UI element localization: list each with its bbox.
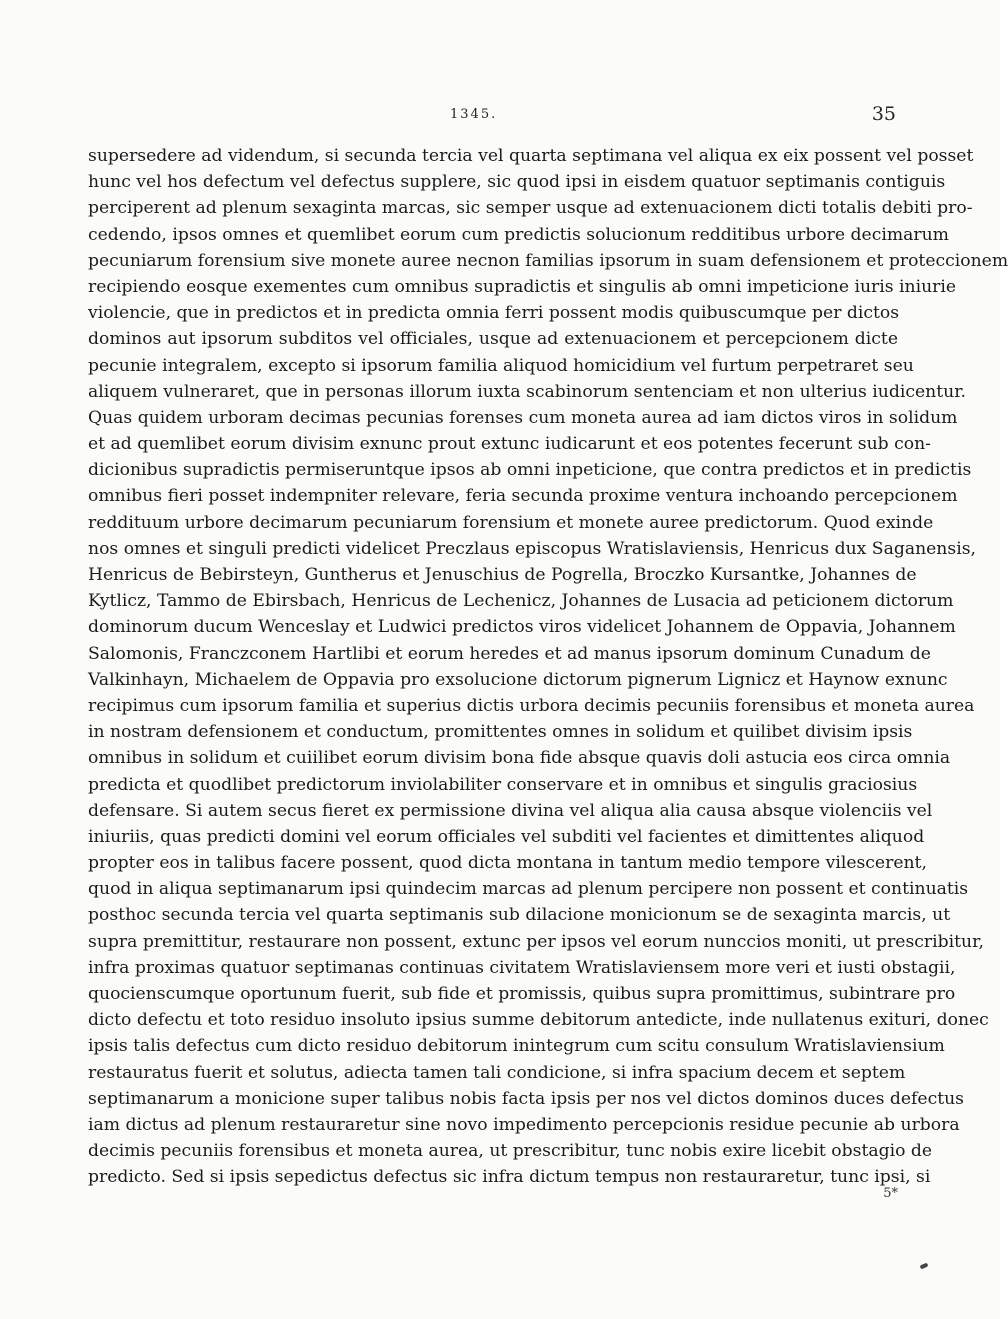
text-line: et ad quemlibet eorum divisim exnunc prout extunc iudicarunt et eos potentes fecerunt sub con- [88,434,931,455]
text-line: iam dictus ad plenum restauraretur sine novo impedimento percepcionis residue pecunie ab urbora [88,1114,960,1135]
text-line: reddituum urbore decimarum pecuniarum forensium et monete auree predictorum. Quod exinde [88,512,934,533]
text-line: pecunie integralem, excepto si ipsorum familia aliquod homicidium vel furtum perpetraret seu [88,355,914,376]
text-line: dominorum ducum Wenceslay et Ludwici predictos viros videlicet Johannem de Oppavia, Johannem [88,617,956,638]
text-line: cedendo, ipsos omnes et quemlibet eorum cum predictis solucionum redditibus urbore decimarum [88,224,949,245]
signature-mark: 5* [883,1186,898,1201]
text-line: septimanarum a monicione super talibus nobis facta ipsis per nos vel dictos dominos duces defectus [88,1088,964,1109]
text-line: restauratus fuerit et solutus, adiecta tamen tali condicione, si infra spacium decem et septem [88,1062,906,1083]
text-line: decimis pecuniis forensibus et moneta aurea, ut prescribitur, tunc nobis exire licebit obstagio de [88,1141,933,1162]
page-number: 35 [871,103,896,125]
text-line: Henricus de Bebirsteyn, Guntherus et Jenuschius de Pogrella, Broczko Kursantke, Johannes de [88,565,917,585]
text-line: quocienscumque oportunum fuerit, sub fide et promissis, quibus supra promittimus, subintrare pro [88,984,956,1004]
text-line: violencie, que in predictos et in predicta omnia ferri possent modis quibuscumque per dictos [88,303,900,324]
text-line: Valkinhayn, Michaelem de Oppavia pro exsolucione dictorum pignerum Lignicz et Haynow exnunc [88,669,948,690]
text-line: propter eos in talibus facere possent, quod dicta montana in tantum medio tempore vilescerent, [88,853,927,874]
text-line: in nostram defensionem et conductum, promittentes omnes in solidum et quilibet divisim ipsis [88,722,913,743]
text-line: omnibus fieri posset indempniter relevare, feria secunda proxime ventura inchoando percepcionem [88,486,958,507]
text-line: pecuniarum forensium sive monete auree necnon familias ipsorum in suam defensionem et proteccionem [88,250,1008,271]
text-line: predicto. Sed si ipsis sepedictus defectus sic infra dictum tempus non restauraretur, tunc ipsi, si [88,1167,931,1188]
text-line: quod in aliqua septimanarum ipsi quindecim marcas ad plenum percipere non possent et continuatis [88,879,969,900]
body-text [88,143,1008,1191]
text-line: supersedere ad videndum, si secunda tercia vel quarta septimana vel aliqua ex eix possent vel posset [88,146,974,166]
text-line: omnibus in solidum et cuiilibet eorum divisim bona fide absque quavis doli astucia eos circa omnia [88,748,951,769]
text-line: ipsis talis defectus cum dicto residuo debitorum inintegrum cum scitu consulum Wratislaviensium [88,1036,945,1057]
text-line: recipimus cum ipsorum familia et superius dictis urbora decimis pecuniis forensibus et moneta aurea [88,695,975,716]
header-year: 1345. [450,107,498,122]
text-line: dicionibus supradictis permiseruntque ipsos ab omni inpeticione, que contra predictos et in predictis [88,460,972,481]
text-line: posthoc secunda tercia vel quarta septimanis sub dilacione monicionum se de sexaginta marcis, ut [88,905,951,926]
text-line: Kytlicz, Tammo de Ebirsbach, Henricus de Lechenicz, Johannes de Lusacia ad peticionem dictorum [88,591,954,612]
text-line: hunc vel hos defectum vel defectus supplere, sic quod ipsi in eisdem quatuor septimanis contiguis [88,172,946,193]
text-line: iniuriis, quas predicti domini vel eorum officiales vel subditi vel facientes et dimittentes aliquod [88,826,925,847]
text-line: dominos aut ipsorum subditos vel officiales, usque ad extenuacionem et percepcionem dicte [88,329,898,350]
text-line: dicto defectu et toto residuo insoluto ipsius summe debitorum antedicte, inde nullatenus exituri, donec [88,1010,989,1031]
text-line: infra proximas quatuor septimanas continuas civitatem Wratislaviensem more veri et iusti obstagii, [88,957,956,978]
text-line: supra premittitur, restaurare non possent, extunc per ipsos vel eorum nunccios moniti, ut prescribitur, [88,931,984,952]
text-line: nos omnes et singuli predicti videlicet Preczlaus episcopus Wratislaviensis, Henricus dux Saganensis, [88,538,976,559]
running-header [88,103,896,133]
text-line: Quas quidem urboram decimas pecunias forenses cum moneta aurea ad iam dictos viros in solidum [88,407,958,428]
ink-speck [920,1262,929,1269]
text-line: defensare. Si autem secus fieret ex permissione divina vel aliqua alia causa absque violenciis vel [88,800,933,821]
text-line: aliquem vulneraret, que in personas illorum iuxta scabinorum sentenciam et non ulterius iudicentur. [88,381,967,402]
text-line: Salomonis, Franczconem Hartlibi et eorum heredes et ad manus ipsorum dominum Cunadum de [88,643,931,664]
text-line: recipiendo eosque exementes cum omnibus supradictis et singulis ab omni impeticione iuris iniurie [88,276,957,297]
text-line: predicta et quodlibet predictorum inviolabiliter conservare et in omnibus et singulis graciosius [88,774,918,795]
text-line: perciperent ad plenum sexaginta marcas, sic semper usque ad extenuacionem dicti totalis debiti pro- [88,198,973,219]
